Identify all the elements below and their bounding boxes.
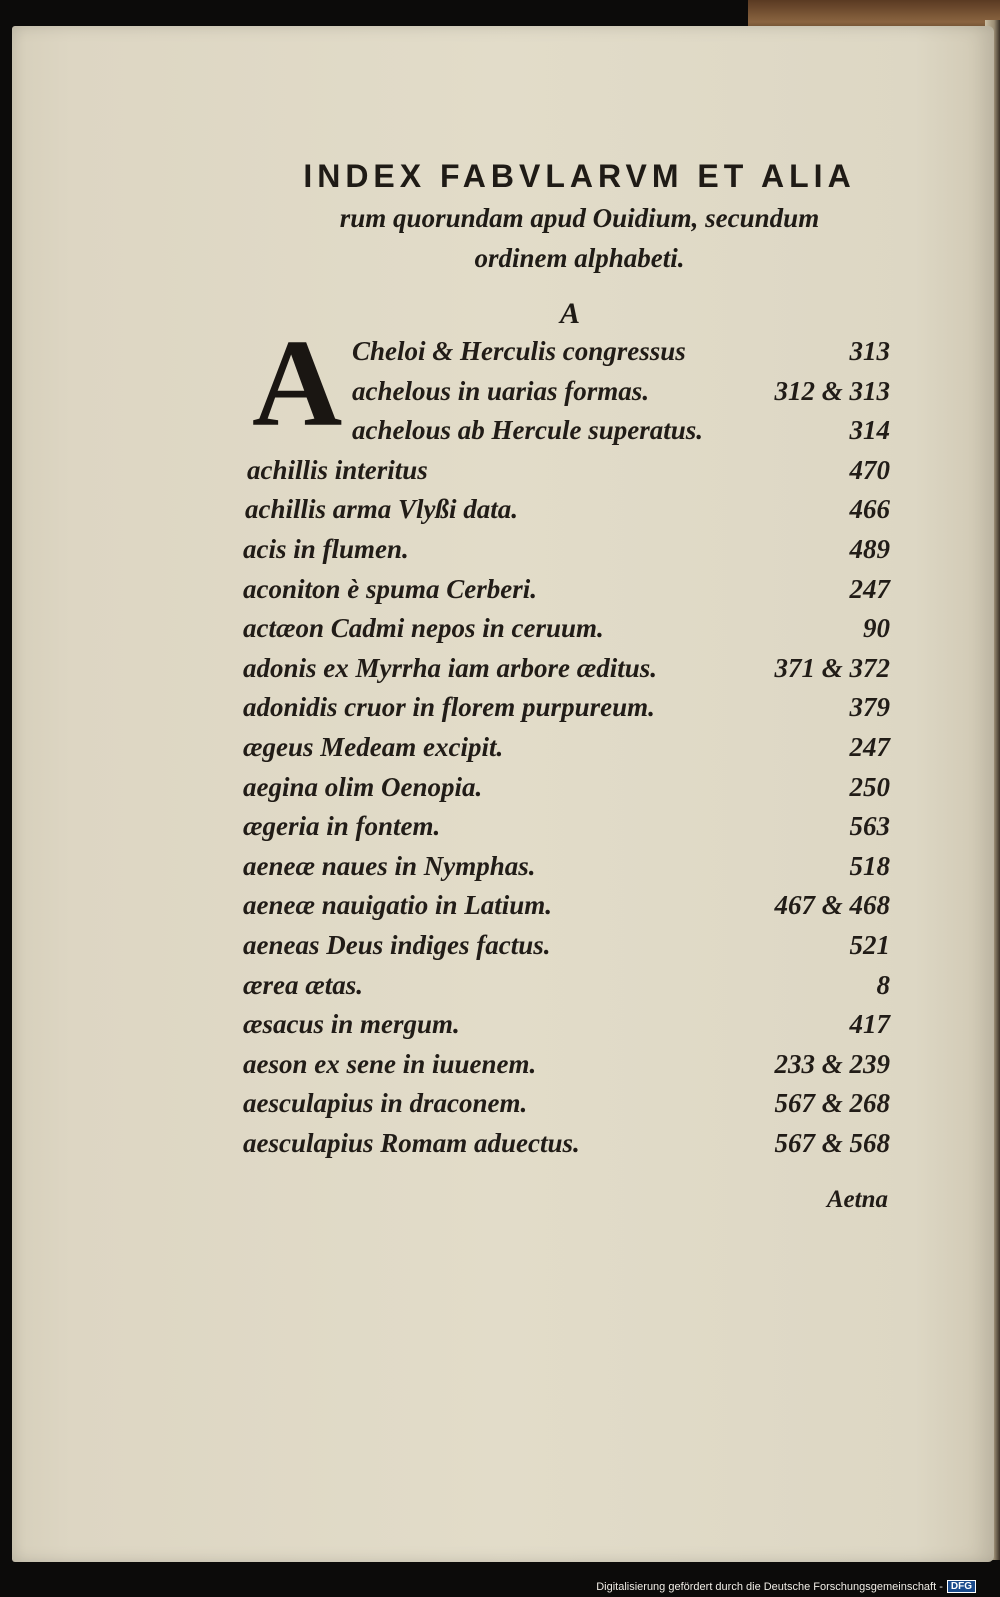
index-entry: [0, 455, 1000, 495]
entry-page: 250: [849, 771, 890, 802]
entry-page: 90: [863, 613, 890, 644]
index-entry: [0, 534, 1000, 574]
index-entry: [0, 415, 1000, 455]
entry-page: 466: [849, 494, 890, 525]
index-entry: [0, 613, 1000, 653]
index-entry: [0, 1049, 1000, 1089]
entry-text: aeneas Deus indiges factus.: [243, 930, 551, 960]
entry-page: 467 & 468: [774, 890, 890, 921]
index-entry: [0, 732, 1000, 772]
entry-text: aeson ex sene in iuuenem.: [243, 1048, 537, 1079]
catchword: Aetna: [826, 1186, 888, 1213]
index-entry: [0, 970, 1000, 1010]
index-subtitle: rum quorundam apud Ouidium, secundum: [339, 203, 820, 233]
index-entry: [0, 336, 1000, 376]
entry-page: 247: [849, 732, 890, 762]
dfg-logo-icon: DFG: [947, 1580, 976, 1593]
entry-text: achelous in uarias formas.: [352, 375, 650, 406]
section-letter: A: [560, 297, 581, 330]
entry-page: 371 & 372: [774, 652, 890, 683]
entry-page: 521: [849, 930, 890, 960]
index-entry: [0, 772, 1000, 812]
entry-text: aegina olim Oenopia.: [243, 771, 483, 802]
digitization-footer: [596, 1580, 976, 1593]
entry-text: aesculapius Romam aduectus.: [243, 1128, 580, 1158]
index-heading: [247, 154, 912, 278]
index-entry: [0, 930, 1000, 970]
entry-text: ægeria in fontem.: [243, 811, 441, 842]
entry-page: 313: [849, 336, 890, 366]
entry-page: 567 & 568: [774, 1128, 890, 1158]
footer-text: Digitalisierung gefördert durch die Deutsche Forschungsgemeinschaft -: [596, 1580, 943, 1593]
entry-text: achillis arma Vlyßi data.: [245, 494, 519, 525]
entry-page: 8: [876, 969, 890, 1000]
drop-cap: A: [252, 315, 343, 453]
entry-page: 489: [849, 534, 890, 564]
entry-text: ægeus Medeam excipit.: [243, 732, 504, 762]
index-subtitle-line2: ordinem alphabeti.: [474, 243, 685, 273]
entry-page: 470: [849, 454, 890, 485]
index-entry: [0, 574, 1000, 614]
entry-page: 314: [849, 415, 890, 446]
index-title: INDEX FABVLARVM ET ALIA: [303, 158, 856, 194]
entry-text: aeneæ naues in Nymphas.: [243, 850, 536, 881]
entry-page: 312 & 313: [774, 375, 890, 406]
index-entry: [0, 890, 1000, 930]
index-entry: [0, 653, 1000, 693]
entry-text: actæon Cadmi nepos in ceruum.: [243, 613, 604, 644]
index-entry: [0, 1128, 1000, 1168]
entry-text: adonis ex Myrrha iam arbore æditus.: [243, 652, 658, 683]
entry-text: aeneæ nauigatio in Latium.: [243, 890, 553, 921]
entry-text: achelous ab Hercule superatus.: [352, 415, 704, 446]
entry-text: aesculapius in draconem.: [243, 1088, 528, 1119]
entry-text: achillis interitus: [247, 454, 428, 485]
index-entry: [0, 851, 1000, 891]
entry-page: 233 & 239: [774, 1048, 890, 1079]
index-entry: [0, 811, 1000, 851]
entry-text: ærea ætas.: [243, 969, 363, 1000]
index-entry: [0, 692, 1000, 732]
entry-text: acis in flumen.: [243, 534, 409, 564]
entry-page: 567 & 268: [774, 1088, 890, 1119]
index-entry: [0, 1088, 1000, 1128]
index-entry: [0, 376, 1000, 416]
index-entry: [0, 494, 1000, 534]
entry-page: 379: [849, 692, 890, 723]
entry-text: aconiton è spuma Cerberi.: [243, 573, 538, 604]
entry-page: 518: [849, 850, 890, 881]
entry-text: Cheloi & Herculis congressus: [352, 336, 686, 366]
entry-text: æsacus in mergum.: [243, 1009, 460, 1040]
entry-text: adonidis cruor in florem purpureum.: [243, 692, 655, 723]
entry-page: 247: [849, 573, 890, 604]
entry-page: 563: [849, 811, 890, 842]
index-entry: [0, 1009, 1000, 1049]
entry-page: 417: [849, 1009, 890, 1040]
